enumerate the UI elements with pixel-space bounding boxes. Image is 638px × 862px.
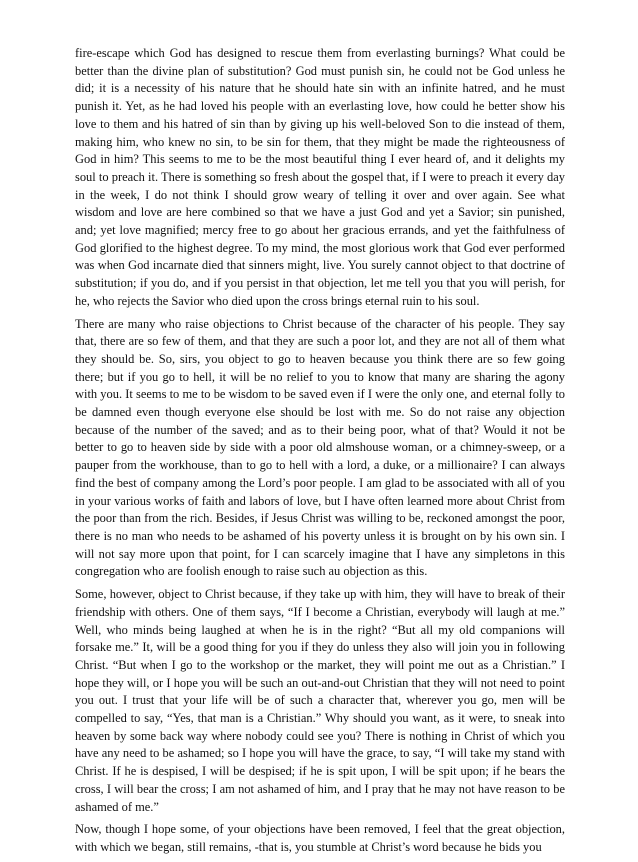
document-page [75,45,565,862]
paragraph-character-of-people: There are many who raise objections to Christ because of the character of his people. They say that, there are so few of them, and that they are such a poor lot, and they are not all of them what they should be. So, sirs, you object to go to heaven because you think there are so few going there; but if you go to hell, it will be no relief to you to know that many are sharing the agony with you. It seems to me to be wisdom to be saved even if I were the only one, and eternal folly to be damned even though everyone else should be lost with me. So do not raise any objection because of the number of the saved; and as to their being poor, what of that? Would it not be better to go to heaven side by side with a poor old almshouse woman, or a chimney-sweep, or a pauper from the workhouse, than to go to hell with a lord, a duke, or a millionaire? I can always find the best of company among the Lord’s poor people. I am glad to be associated with all of you in your various works of faith and labors of love, but I have often learned more about Christ from the poor than from the rich. Besides, if Jesus Christ was willing to be, reckoned amongst the poor, there is no man who needs to be ashamed of his poverty unless it is brought on by his own sin. I will not say more upon that point, for I can scarcely imagine that I have any simpletons in this congregation who are foolish enough to raise such au objection as this. [75,316,565,579]
paragraph-substitution: fire-escape which God has designed to rescue them from everlasting burnings? What could be better than the divine plan of substitution? God must punish sin, he could not be God unless he did; it is a necessity of his nature that he should hate sin with an infinite hatred, and he must punish it. Yet, as he had loved his people with an everlasting love, how could he better show his love to them and his hatred of sin than by giving up his well-beloved Son to die instead of them, making him, who knew no sin, to be sin for them, that they might be made the righteousness of God in him? This seems to me to be the most beautiful thing I ever heard of, and it delights my soul to preach it. There is something so fresh about the gospel that, if I were to preach it every day in the week, I do not think I should grow weary of telling it over and over again. See what wisdom and love are here combined so that we have a just God and yet a Savior; sin punished, and; yet love magnified; mercy free to go about her gracious errands, and yet the faithfulness of God glorified to the highest degree. To my mind, the most glorious work that God ever performed was when God incarnate died that sinners might, live. You surely cannot object to that doctrine of substitution; if you do, and if you persist in that objection, let me tell you that you will perish, for he, who rejects the Savior who died upon the cross brings eternal ruin to his soul. [75,46,565,308]
paragraph-friendship: Some, however, object to Christ because, if they take up with him, they will have to break of their friendship with others. One of them says, “If I become a Christian, everybody will laugh at me.” Well, who minds being laughed at when he is in the right? “But all my old companions will forsake me.” It, will be a good thing for you if they do unless they also will join you in following Christ. “But when I go to the workshop or the market, they will point me out as a Christian.” I hope they will, or I hope you will be such an out-and-out Christian that they will not need to point you out. I trust that your life will be of such a character that, wherever you go, men will be compelled to say, “Yes, that man is a Christian.” Why should you want, as it were, to sneak into heaven by some back way where nobody could see you? There is nothing in Christ of which you have any need to be ashamed; so I hope you will have the grace, to say, “I will take my stand with Christ. If he is despised, I will be despised; if he is spit upon, I will be spit upon; if he bears the cross, I will bear the cross; I am not ashamed of him, and I pray that he may not have reason to be ashamed of me.” [75,587,565,814]
paragraph-great-objection: Now, though I hope some, of your objections have been removed, I feel that the great objection, with which we began, still remains, -that is, you stumble at Christ’s word because he bids you [75,822,565,854]
